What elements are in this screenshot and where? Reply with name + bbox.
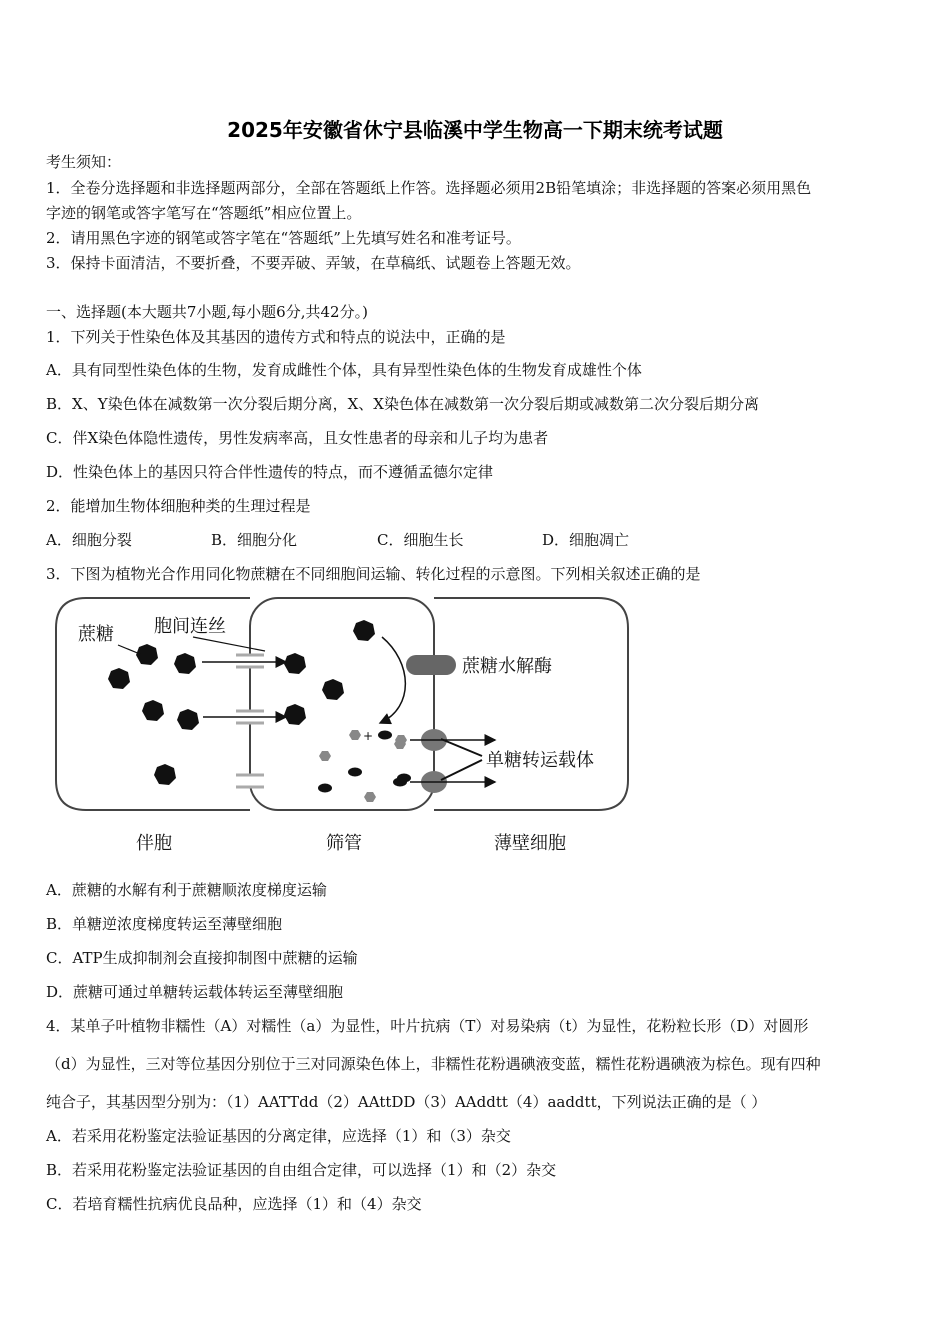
sucrose-molecule bbox=[154, 764, 176, 785]
q3-stem: 3．下图为植物光合作用同化物蔗糖在不同细胞间运输、转化过程的示意图。下列相关叙述正确的是 bbox=[46, 565, 701, 583]
label-plasmodesmata: 胞间连丝 bbox=[154, 616, 226, 637]
q3-option-b: B．单糖逆浓度梯度转运至薄壁细胞 bbox=[46, 915, 283, 933]
q1-option-c: C．伴X染色体隐性遗传，男性发病率高，且女性患者的母亲和儿子均为患者 bbox=[46, 429, 549, 447]
label-companion-cell: 伴胞 bbox=[136, 833, 172, 854]
label-pointer bbox=[118, 645, 140, 654]
sucrose-molecule bbox=[284, 653, 306, 674]
q1-option-d: D．性染色体上的基因只符合伴性遗传的特点，而不遵循孟德尔定律 bbox=[46, 463, 494, 481]
q4-option-c: C．若培育糯性抗病优良品种，应选择（1）和（4）杂交 bbox=[46, 1195, 422, 1213]
q2-option-c: C．细胞生长 bbox=[377, 531, 464, 549]
sucrose-molecule bbox=[174, 653, 196, 674]
q1-option-a: A．具有同型性染色体的生物，发育成雌性个体，具有异型性染色体的生物发育成雄性个体 bbox=[46, 361, 642, 379]
label-sieve-tube: 筛管 bbox=[326, 833, 362, 854]
fructose-molecule bbox=[348, 768, 362, 777]
q1-option-b: B．X、Y染色体在减数第一次分裂后期分离，X、X染色体在减数第一次分裂后期或减数第二次分裂后期分离 bbox=[46, 395, 759, 413]
sucrose-molecules bbox=[108, 620, 375, 785]
label-pointer bbox=[441, 739, 482, 756]
q3-option-c: C．ATP生成抑制剂会直接抑制图中蔗糖的运输 bbox=[46, 949, 358, 967]
label-pointer bbox=[441, 760, 482, 780]
q4-stem-line-3: 纯合子，其基因型分别为：（1）AATTdd（2）AAttDD（3）AAddtt（4）aaddtt，下列说法正确的是（ ） bbox=[46, 1093, 767, 1111]
label-sucrose: 蔗糖 bbox=[78, 624, 114, 645]
section-heading: 一、选择题(本大题共7小题,每小题6分,共42分。) bbox=[46, 303, 368, 321]
invertase-enzyme bbox=[406, 655, 456, 675]
sucrose-molecule bbox=[108, 668, 130, 689]
q4-option-b: B．若采用花粉鉴定法验证基因的自由组合定律，可以选择（1）和（2）杂交 bbox=[46, 1161, 557, 1179]
sucrose-molecule bbox=[136, 644, 158, 665]
notice-line-1a: 1．全卷分选择题和非选择题两部分，全部在答题纸上作答。选择题必须用2B铅笔填涂；非选择题的答案必须用黑色 bbox=[46, 179, 812, 197]
q2-option-d: D．细胞凋亡 bbox=[542, 531, 630, 549]
fructose-molecule bbox=[393, 778, 407, 787]
q4-stem-line-1: 4．某单子叶植物非糯性（A）对糯性（a）为显性，叶片抗病（T）对易染病（t）为显性，花粉粒长形（D）对圆形 bbox=[46, 1017, 809, 1035]
parenchyma-cell-outline bbox=[434, 598, 628, 810]
sucrose-molecule bbox=[353, 620, 375, 641]
sucrose-molecule bbox=[322, 679, 344, 700]
fructose-molecule bbox=[378, 731, 392, 740]
hydrolysis-arrow bbox=[380, 637, 405, 723]
fructose-molecule bbox=[318, 784, 332, 793]
sucrose-molecule bbox=[142, 700, 164, 721]
notice-heading: 考生须知： bbox=[46, 153, 122, 171]
q2-stem: 2．能增加生物体细胞种类的生理过程是 bbox=[46, 497, 311, 515]
q4-option-a: A．若采用花粉鉴定法验证基因的分离定律，应选择（1）和（3）杂交 bbox=[46, 1127, 511, 1145]
sucrose-molecule bbox=[284, 704, 306, 725]
notice-line-3: 3．保持卡面清洁，不要折叠，不要弄破、弄皱，在草稿纸、试题卷上答题无效。 bbox=[46, 254, 581, 272]
label-pointer bbox=[193, 637, 265, 651]
label-monosaccharide-carrier: 单糖转运载体 bbox=[486, 750, 594, 771]
q1-stem: 1．下列关于性染色体及其基因的遗传方式和特点的说法中，正确的是 bbox=[46, 328, 506, 346]
sucrose-transport-diagram bbox=[50, 592, 632, 862]
page-title: 2025年安徽省休宁县临溪中学生物高一下期末统考试题 bbox=[227, 118, 723, 142]
label-parenchyma-cell: 薄壁细胞 bbox=[494, 833, 566, 854]
glucose-molecule bbox=[349, 730, 361, 740]
glucose-molecule bbox=[364, 792, 376, 802]
glucose-molecule bbox=[319, 751, 331, 761]
notice-line-2: 2．请用黑色字迹的钢笔或答字笔在“答题纸”上先填写姓名和准考证号。 bbox=[46, 229, 521, 247]
q2-options bbox=[46, 530, 629, 550]
q3-option-d: D．蔗糖可通过单糖转运载体转运至薄壁细胞 bbox=[46, 983, 344, 1001]
q3-option-a: A．蔗糖的水解有利于蔗糖顺浓度梯度运输 bbox=[46, 881, 327, 899]
q2-option-b: B．细胞分化 bbox=[211, 531, 298, 549]
q4-stem-line-2: （d）为显性，三对等位基因分别位于三对同源染色体上，非糯性花粉遇碘液变蓝，糯性花粉遇碘液为棕色。现有四种 bbox=[46, 1055, 821, 1073]
sucrose-molecule bbox=[177, 709, 199, 730]
plus-sign: + bbox=[363, 729, 374, 743]
notice-line-1b: 字迹的钢笔或答字笔写在“答题纸”相应位置上。 bbox=[46, 204, 362, 222]
q2-option-a: A．细胞分裂 bbox=[46, 531, 132, 549]
label-invertase: 蔗糖水解酶 bbox=[462, 656, 552, 677]
